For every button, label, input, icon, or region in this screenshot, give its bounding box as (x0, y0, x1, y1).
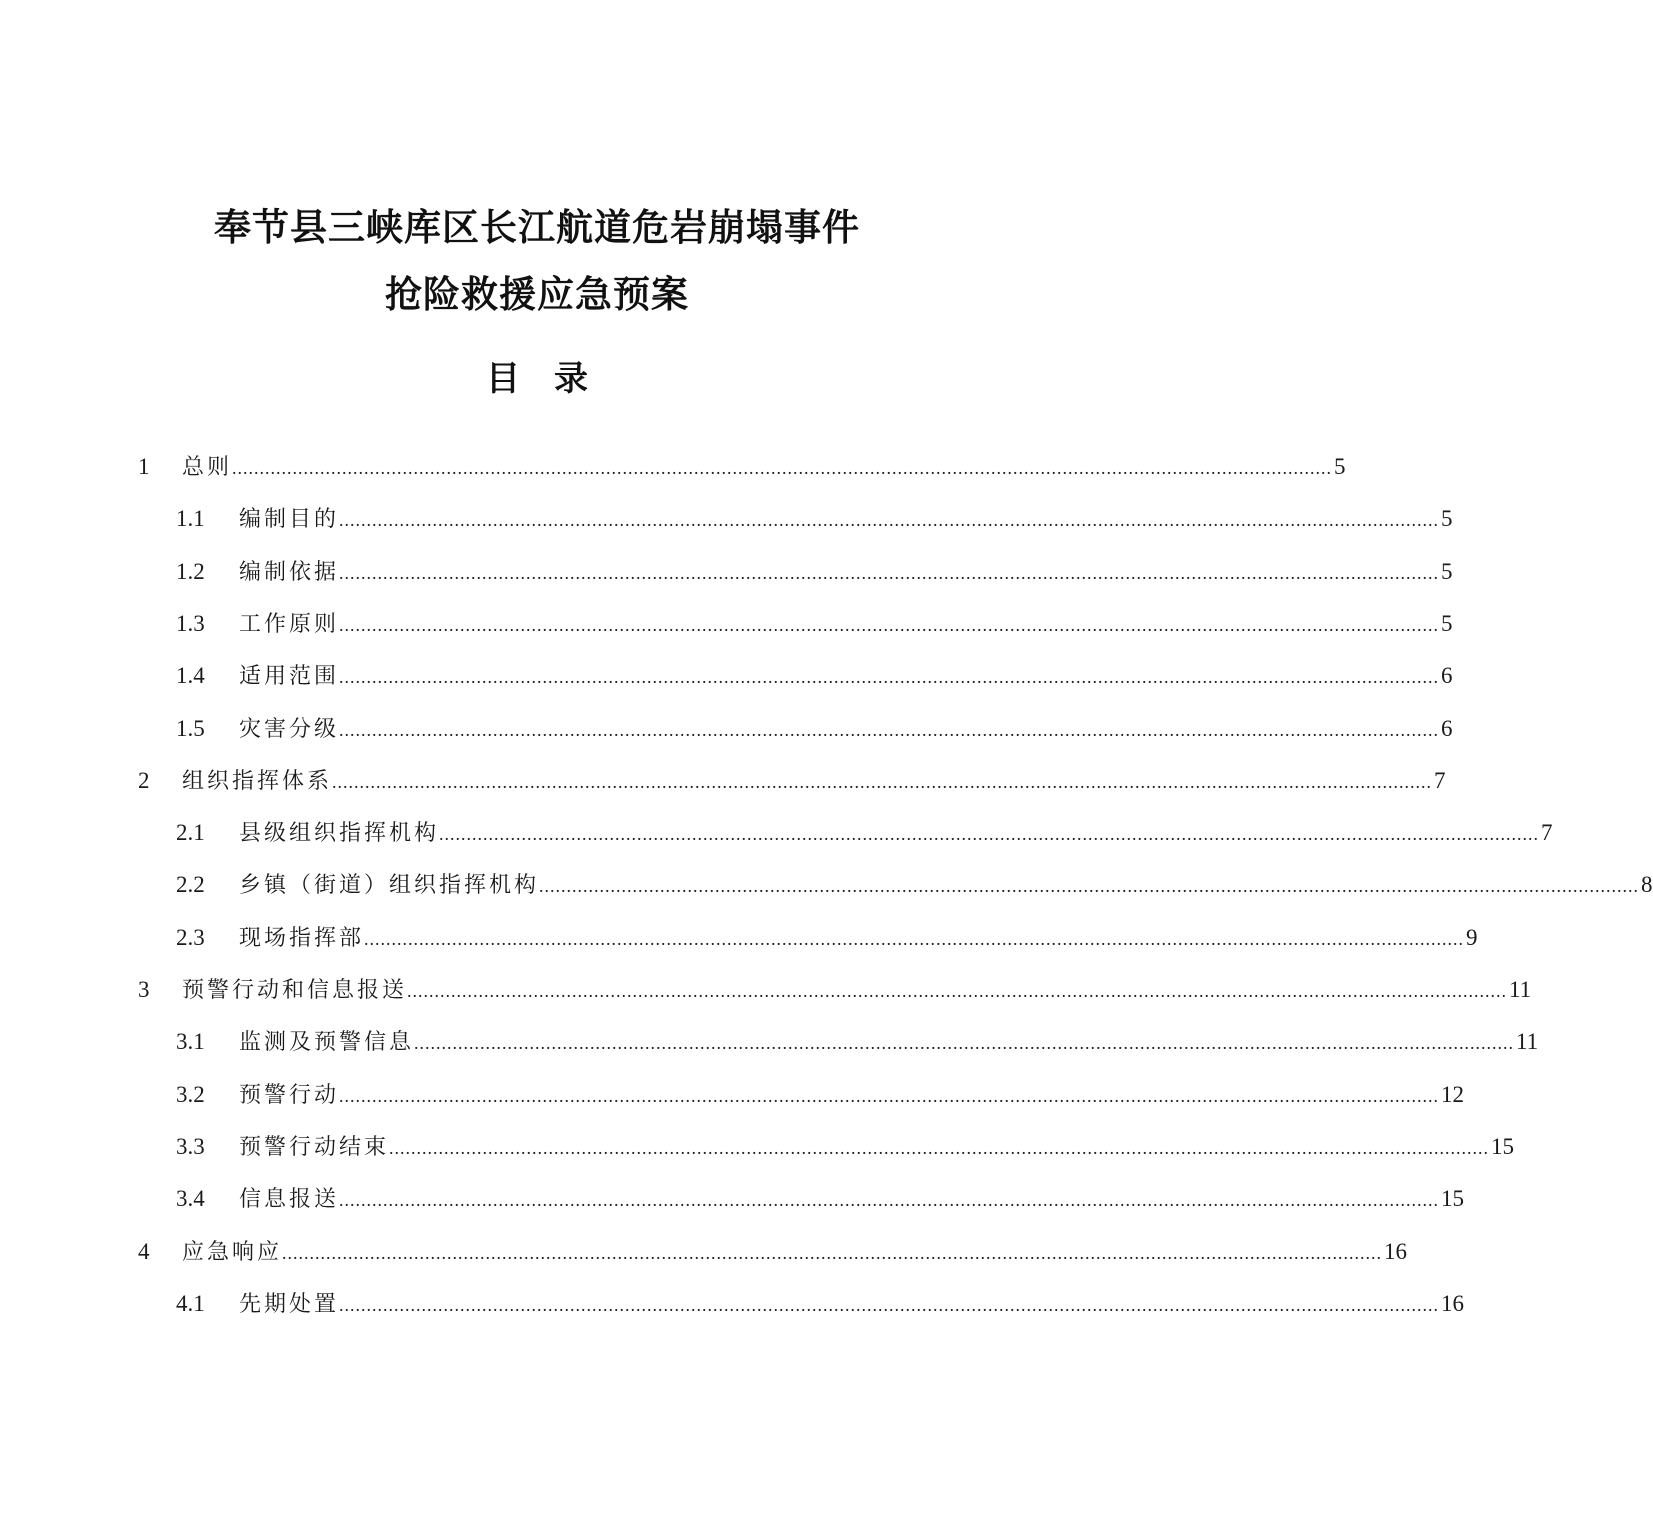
toc-entry-number: 1.1 (176, 506, 205, 531)
toc-entry[interactable] (176, 709, 1453, 749)
toc-entry-page: 8 (1641, 872, 1653, 897)
dot-leader: ........................................................................................................................................................................................................ (282, 1243, 1383, 1263)
toc-entry-number: 4.1 (176, 1291, 205, 1316)
toc-entry-label: 信息报送 (239, 1187, 340, 1212)
toc-entry-number: 2 (138, 768, 150, 793)
toc-entry-number: 1.5 (176, 716, 205, 741)
toc-entry-label: 灾害分级 (239, 717, 340, 742)
toc-entry-page: 6 (1441, 716, 1453, 741)
dot-leader: ........................................................................................................................................................................................................ (339, 563, 1440, 583)
toc-heading: 目 录 (486, 359, 588, 399)
toc-entry-label: 编制目的 (239, 507, 340, 532)
toc-entry[interactable] (176, 499, 1453, 539)
toc-entry-label: 预警行动结束 (239, 1135, 390, 1160)
toc-entry-page: 15 (1441, 1186, 1465, 1211)
toc-entry-page: 16 (1441, 1291, 1465, 1316)
toc-entry[interactable] (176, 1075, 1465, 1115)
toc-entry-number: 1 (138, 454, 150, 479)
toc-entry[interactable] (176, 604, 1453, 644)
toc-entry[interactable] (138, 1232, 1408, 1272)
document-title-line-1: 奉节县三峡库区长江航道危岩崩塌事件 (214, 206, 860, 249)
toc-entry[interactable] (176, 918, 1478, 958)
dot-leader: ........................................................................................................................................................................................................ (339, 1295, 1440, 1315)
toc-entry-page: 11 (1509, 977, 1532, 1002)
toc-entry-label: 监测及预警信息 (239, 1030, 415, 1055)
toc-entry-label: 工作原则 (239, 612, 340, 637)
toc-entry[interactable] (176, 552, 1453, 592)
toc-entry[interactable] (138, 970, 1532, 1010)
toc-entry-number: 2.1 (176, 820, 205, 845)
toc-entry-number: 2.3 (176, 925, 205, 950)
dot-leader: ........................................................................................................................................................................................................ (364, 929, 1465, 949)
document-title-line-2: 抢险救援应急预案 (385, 273, 689, 316)
dot-leader: ........................................................................................................................................................................................................ (339, 510, 1440, 530)
toc-entry[interactable] (138, 447, 1346, 487)
dot-leader: ........................................................................................................................................................................................................ (339, 667, 1440, 687)
dot-leader: ........................................................................................................................................................................................................ (339, 1190, 1440, 1210)
toc-entry[interactable] (176, 1284, 1465, 1324)
dot-leader: ........................................................................................................................................................................................................ (407, 981, 1508, 1001)
toc-entry-page: 5 (1441, 506, 1453, 531)
toc-entry[interactable] (176, 656, 1453, 696)
toc-entry[interactable] (176, 1127, 1515, 1167)
dot-leader: ........................................................................................................................................................................................................ (339, 615, 1440, 635)
toc-entry-label: 预警行动 (239, 1083, 340, 1108)
toc-entry[interactable] (176, 1179, 1465, 1219)
dot-leader: ........................................................................................................................................................................................................ (414, 1033, 1515, 1053)
toc-entry-number: 1.3 (176, 611, 205, 636)
toc-entry-page: 5 (1334, 454, 1346, 479)
toc-entry-number: 1.4 (176, 663, 205, 688)
dot-leader: ........................................................................................................................................................................................................ (389, 1138, 1490, 1158)
toc-entry-label: 适用范围 (239, 664, 340, 689)
toc-entry-page: 7 (1434, 768, 1446, 793)
toc-entry-label: 总则 (182, 455, 233, 480)
toc-entry-label: 组织指挥体系 (182, 769, 333, 794)
toc-entry-number: 3.1 (176, 1029, 205, 1054)
toc-entry-label: 现场指挥部 (239, 926, 365, 951)
toc-entry-page: 5 (1441, 611, 1453, 636)
toc-entry-page: 5 (1441, 559, 1453, 584)
toc-entry[interactable] (138, 761, 1446, 801)
dot-leader: ........................................................................................................................................................................................................ (439, 824, 1540, 844)
toc-entry[interactable] (176, 813, 1553, 853)
toc-entry-label: 先期处置 (239, 1292, 340, 1317)
toc-entry-page: 12 (1441, 1082, 1465, 1107)
toc-entry-label: 县级组织指挥机构 (239, 821, 440, 846)
toc-entry-number: 2.2 (176, 872, 205, 897)
toc-entry[interactable] (176, 1022, 1539, 1062)
toc-entry-page: 16 (1384, 1239, 1408, 1264)
toc-entry-page: 9 (1466, 925, 1478, 950)
toc-entry-label: 应急响应 (182, 1240, 283, 1265)
dot-leader: ........................................................................................................................................................................................................ (332, 772, 1433, 792)
toc-entry-page: 7 (1541, 820, 1553, 845)
toc-entry-page: 15 (1491, 1134, 1515, 1159)
dot-leader: ........................................................................................................................................................................................................ (232, 458, 1333, 478)
toc-entry-page: 6 (1441, 663, 1453, 688)
toc-entry-label: 预警行动和信息报送 (182, 978, 408, 1003)
toc-entry[interactable] (176, 865, 1653, 905)
toc-entry-label: 编制依据 (239, 560, 340, 585)
toc-entry-label: 乡镇（街道）组织指挥机构 (239, 873, 540, 898)
dot-leader: ........................................................................................................................................................................................................ (539, 876, 1640, 896)
dot-leader: ........................................................................................................................................................................................................ (339, 720, 1440, 740)
toc-entry-number: 3.3 (176, 1134, 205, 1159)
dot-leader: ........................................................................................................................................................................................................ (339, 1086, 1440, 1106)
toc-entry-number: 3.2 (176, 1082, 205, 1107)
toc-entry-number: 4 (138, 1239, 150, 1264)
toc-entry-number: 1.2 (176, 559, 205, 584)
toc-entry-page: 11 (1516, 1029, 1539, 1054)
toc-entry-number: 3.4 (176, 1186, 205, 1211)
toc-entry-number: 3 (138, 977, 150, 1002)
